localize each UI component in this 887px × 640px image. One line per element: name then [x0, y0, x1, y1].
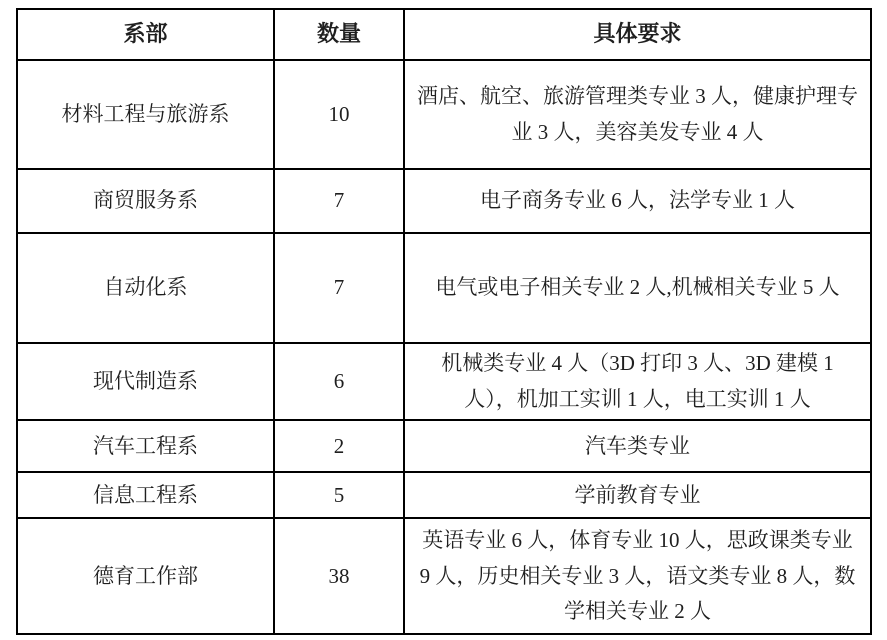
table-row — [17, 233, 871, 343]
requirements-cell: 学前教育专业 — [404, 472, 871, 518]
table-row — [17, 472, 871, 518]
quantity-cell: 10 — [274, 60, 404, 169]
requirements-cell: 英语专业 6 人，体育专业 10 人，思政课类专业 9 人，历史相关专业 3 人，语文类专业 8 人，数学相关专业 2 人 — [404, 518, 871, 634]
requirements-cell: 电子商务专业 6 人，法学专业 1 人 — [404, 169, 871, 233]
quantity-cell: 7 — [274, 169, 404, 233]
table-header-row — [17, 9, 871, 60]
table-row — [17, 169, 871, 233]
col-header-department: 系部 — [17, 9, 274, 60]
quantity-cell: 2 — [274, 420, 404, 472]
department-cell: 汽车工程系 — [17, 420, 274, 472]
requirements-cell: 汽车类专业 — [404, 420, 871, 472]
table-row — [17, 518, 871, 634]
quantity-cell: 7 — [274, 233, 404, 343]
col-header-requirements: 具体要求 — [404, 9, 871, 60]
col-header-quantity: 数量 — [274, 9, 404, 60]
quantity-cell: 6 — [274, 343, 404, 420]
department-cell: 材料工程与旅游系 — [17, 60, 274, 169]
quantity-cell: 5 — [274, 472, 404, 518]
department-cell: 信息工程系 — [17, 472, 274, 518]
department-cell: 自动化系 — [17, 233, 274, 343]
department-cell: 现代制造系 — [17, 343, 274, 420]
requirements-cell: 酒店、航空、旅游管理类专业 3 人，健康护理专业 3 人，美容美发专业 4 人 — [404, 60, 871, 169]
requirements-cell: 电气或电子相关专业 2 人,机械相关专业 5 人 — [404, 233, 871, 343]
department-cell: 商贸服务系 — [17, 169, 274, 233]
department-cell: 德育工作部 — [17, 518, 274, 634]
table-row — [17, 420, 871, 472]
table-row — [17, 60, 871, 169]
recruitment-table — [16, 8, 872, 635]
table-row — [17, 343, 871, 420]
requirements-cell: 机械类专业 4 人（3D 打印 3 人、3D 建模 1 人），机加工实训 1 人，电工实训 1 人 — [404, 343, 871, 420]
quantity-cell: 38 — [274, 518, 404, 634]
